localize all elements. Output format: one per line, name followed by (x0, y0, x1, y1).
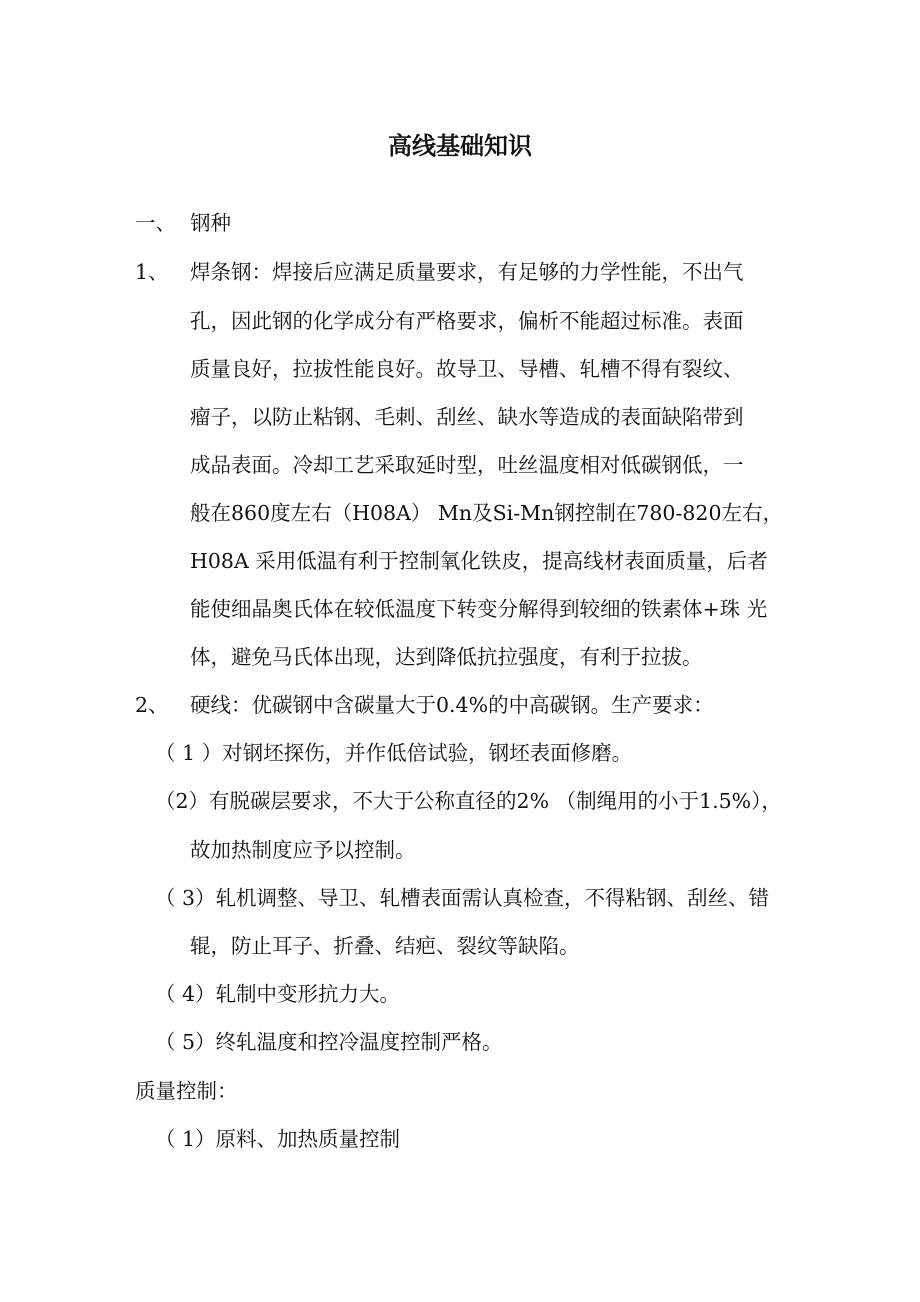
requirement-line: （ 1 ）对钢坯探伤，并作低倍试验，钢坯表面修磨。 (155, 741, 633, 765)
item-1-line: H08A 采用低温有利于控制氧化铁皮，提高线材表面质量，后者 (190, 549, 768, 573)
section-heading: 钢种 (190, 211, 231, 235)
item-1-number: 1、 (135, 260, 169, 284)
section-number: 一、 (135, 211, 176, 235)
requirement-line: 辊，防止耳子、折叠、结疤、裂纹等缺陷。 (190, 934, 580, 958)
requirement-line: （ 5）终轧温度和控冷温度控制严格。 (155, 1030, 503, 1054)
requirement-line: （ 3）轧机调整、导卫、轧槽表面需认真检查，不得粘钢、刮丝、错 (155, 886, 770, 910)
requirement-line: 故加热制度应予以控制。 (190, 838, 416, 862)
requirement-line: （ 4）轧制中变形抗力大。 (155, 982, 401, 1006)
item-1-line: 孔，因此钢的化学成分有严格要求，偏析不能超过标准。表面 (190, 309, 744, 333)
quality-heading: 质量控制： (135, 1079, 238, 1103)
item-1-line: 能使细晶奥氏体在较低温度下转变分解得到较细的铁素体+珠 光 (190, 597, 768, 621)
quality-item: （ 1）原料、加热质量控制 (155, 1127, 401, 1151)
item-1-line: 焊条钢：焊接后应满足质量要求，有足够的力学性能，不出气 (190, 260, 744, 284)
item-1-line: 瘤子，以防止粘钢、毛刺、刮丝、缺水等造成的表面缺陷带到 (190, 405, 744, 429)
requirement-line: （2）有脱碳层要求，不大于公称直径的2% （制绳用的小于1.5%）， (155, 789, 782, 813)
item-1-line: 成品表面。冷却工艺采取延时型，吐丝温度相对低碳钢低，一 (190, 453, 744, 477)
item-2-number: 2、 (135, 693, 169, 717)
item-2-text: 硬线：优碳钢中含碳量大于0.4%的中高碳钢。生产要求： (190, 693, 714, 717)
item-1-line: 体，避免马氏体出现，达到降低抗拉强度，有利于拉拔。 (190, 645, 703, 669)
item-1-line: 般在860度左右（H08A） Mn及Si-Mn钢控制在780-820左右， (190, 501, 784, 525)
item-1-line: 质量良好，拉拔性能良好。故导卫、导槽、轧槽不得有裂纹、 (190, 357, 744, 381)
document-title: 高线基础知识 (388, 132, 532, 160)
